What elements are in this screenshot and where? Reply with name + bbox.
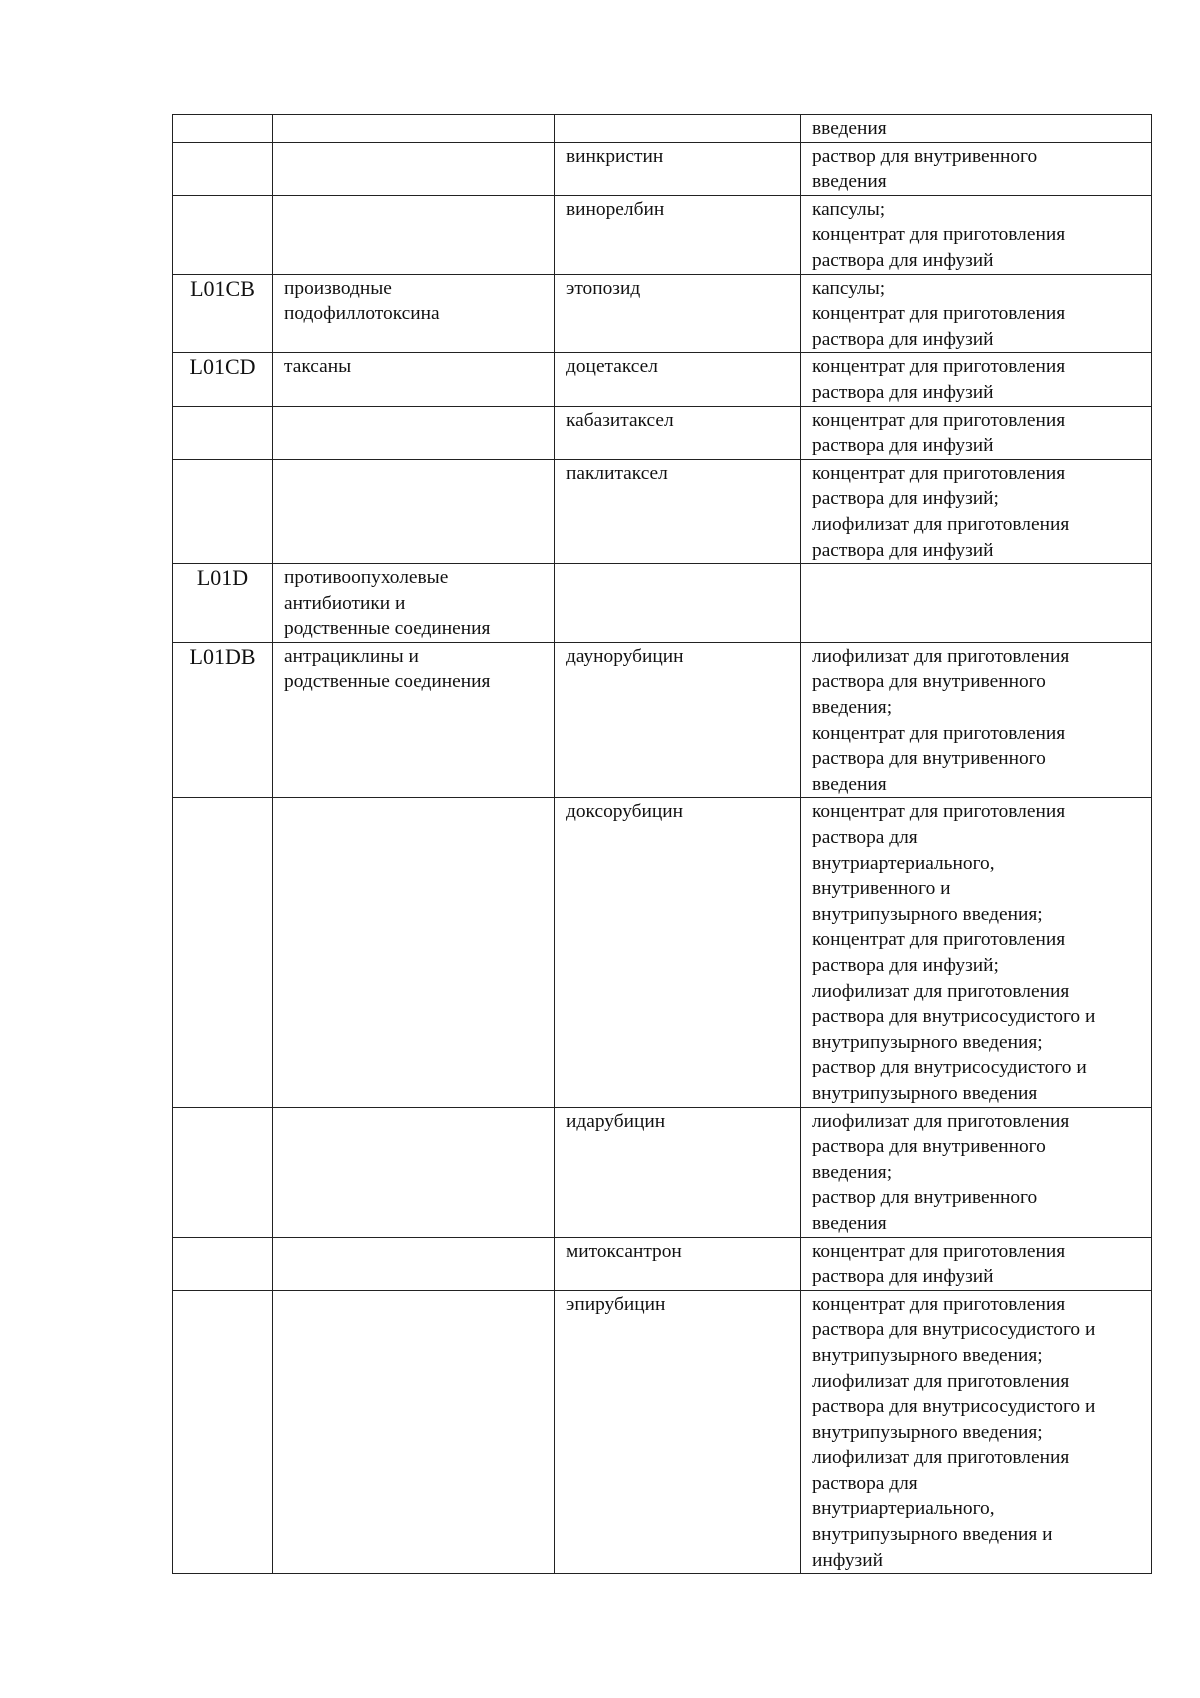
- table-row: [173, 564, 1152, 643]
- drug-name-cell: эпирубицин: [555, 1290, 801, 1574]
- table-row: [173, 274, 1152, 353]
- drug-name-cell: этопозид: [555, 274, 801, 353]
- table-row: [173, 115, 1152, 143]
- group-cell: [273, 142, 555, 195]
- dosage-form-line: внутрипузырного введения;: [812, 903, 1043, 925]
- table-row: [173, 642, 1152, 798]
- atc-code-cell: [173, 195, 273, 274]
- dosage-form-line: раствора для внутрисосудистого и: [812, 1396, 1096, 1418]
- group-cell: [273, 642, 555, 798]
- dosage-forms-cell: [801, 1107, 1152, 1237]
- atc-code-cell: [173, 406, 273, 459]
- drug-name-cell: кабазитаксел: [555, 406, 801, 459]
- dosage-form-line: раствора для инфузий: [812, 381, 994, 403]
- drug-name-cell: паклитаксел: [555, 459, 801, 563]
- dosage-form-line: раствора для внутрисосудистого и: [812, 1319, 1096, 1341]
- dosage-forms-cell: [801, 353, 1152, 406]
- dosage-form-line: внутриартериального,: [812, 852, 995, 874]
- dosage-form-line: раствора для инфузий: [812, 1266, 994, 1288]
- table-row: [173, 1237, 1152, 1290]
- dosage-form-line: лиофилизат для приготовления: [812, 1110, 1070, 1132]
- group-cell: [273, 564, 555, 643]
- drug-name-cell: идарубицин: [555, 1107, 801, 1237]
- dosage-form-line: внутрипузырного введения;: [812, 1421, 1043, 1443]
- dosage-form-line: раствора для инфузий;: [812, 488, 999, 510]
- dosage-form-line: лиофилизат для приготовления: [812, 1447, 1070, 1469]
- dosage-form-line: введения: [812, 773, 887, 795]
- group-line: противоопухолевые: [284, 567, 449, 589]
- drug-name-cell: митоксантрон: [555, 1237, 801, 1290]
- group-line: родственные соединения: [284, 618, 491, 640]
- dosage-form-line: раствор для внутривенного: [812, 145, 1038, 167]
- dosage-form-line: лиофилизат для приготовления: [812, 645, 1070, 667]
- atc-code-cell: L01D: [173, 564, 273, 643]
- atc-code-cell: [173, 115, 273, 143]
- dosage-form-line: внутрипузырного введения и: [812, 1524, 1053, 1546]
- dosage-form-line: раствора для инфузий: [812, 539, 994, 561]
- dosage-form-line: введения: [812, 1212, 887, 1234]
- dosage-forms-cell: [801, 115, 1152, 143]
- dosage-form-line: концентрат для приготовления: [812, 1293, 1066, 1315]
- dosage-form-line: раствора для инфузий: [812, 328, 994, 350]
- drug-name-cell: [555, 115, 801, 143]
- dosage-form-line: концентрат для приготовления: [812, 722, 1066, 744]
- dosage-form-line: раствор для внутривенного: [812, 1187, 1038, 1209]
- drug-name-cell: даунорубицин: [555, 642, 801, 798]
- dosage-forms-cell: [801, 195, 1152, 274]
- dosage-form-line: раствора для внутривенного: [812, 748, 1046, 770]
- dosage-forms-cell: [801, 642, 1152, 798]
- table-row: [173, 1290, 1152, 1574]
- dosage-form-line: раствора для внутривенного: [812, 671, 1046, 693]
- dosage-form-line: раствора для: [812, 1472, 918, 1494]
- atc-code-cell: [173, 1290, 273, 1574]
- dosage-form-line: введения;: [812, 697, 893, 719]
- dosage-form-line: лиофилизат для приготовления: [812, 980, 1070, 1002]
- dosage-forms-cell: [801, 142, 1152, 195]
- dosage-forms-cell: [801, 798, 1152, 1107]
- dosage-form-line: концентрат для приготовления: [812, 409, 1066, 431]
- drug-table: [172, 114, 1152, 1574]
- dosage-form-line: внутривенного и: [812, 878, 951, 900]
- dosage-forms-cell: [801, 1237, 1152, 1290]
- group-line: таксаны: [284, 356, 352, 378]
- dosage-form-line: введения: [812, 171, 887, 193]
- group-cell: [273, 115, 555, 143]
- dosage-form-line: раствора для инфузий: [812, 249, 994, 271]
- dosage-form-line: раствора для инфузий;: [812, 955, 999, 976]
- group-line: подофиллотоксина: [284, 303, 440, 325]
- group-line: антибиотики и: [284, 592, 406, 614]
- table-row: [173, 1107, 1152, 1237]
- group-cell: [273, 274, 555, 353]
- table-row: [173, 459, 1152, 563]
- dosage-form-line: концентрат для приготовления: [812, 303, 1066, 325]
- dosage-form-line: лиофилизат для приготовления: [812, 1370, 1070, 1392]
- atc-code-cell: L01DB: [173, 642, 273, 798]
- dosage-form-line: концентрат для приготовления: [812, 1240, 1066, 1262]
- atc-code-cell: [173, 142, 273, 195]
- drug-table-body: [173, 115, 1152, 1574]
- dosage-form-line: концентрат для приготовления: [812, 929, 1066, 951]
- group-cell: [273, 798, 555, 1107]
- group-cell: [273, 353, 555, 406]
- group-cell: [273, 195, 555, 274]
- group-line: родственные соединения: [284, 671, 491, 693]
- dosage-form-line: введения: [812, 118, 887, 139]
- atc-code-cell: [173, 459, 273, 563]
- group-cell: [273, 1290, 555, 1574]
- drug-name-cell: доцетаксел: [555, 353, 801, 406]
- dosage-form-line: инфузий: [812, 1549, 883, 1571]
- table-row: [173, 353, 1152, 406]
- atc-code-cell: [173, 1107, 273, 1237]
- drug-name-cell: доксорубицин: [555, 798, 801, 1107]
- dosage-form-line: внутрипузырного введения;: [812, 1344, 1043, 1366]
- dosage-form-line: концентрат для приготовления: [812, 462, 1066, 484]
- dosage-form-line: концентрат для приготовления: [812, 356, 1066, 378]
- group-cell: [273, 406, 555, 459]
- drug-name-cell: винорелбин: [555, 195, 801, 274]
- group-line: производные: [284, 277, 392, 299]
- dosage-form-line: раствор для внутрисосудистого и: [812, 1057, 1087, 1079]
- group-cell: [273, 1237, 555, 1290]
- dosage-form-line: внутрипузырного введения;: [812, 1031, 1043, 1053]
- dosage-form-line: капсулы;: [812, 277, 886, 299]
- atc-code-cell: [173, 1237, 273, 1290]
- dosage-form-line: раствора для инфузий: [812, 435, 994, 457]
- group-line: антрациклины и: [284, 645, 419, 667]
- dosage-form-line: концентрат для приготовления: [812, 224, 1066, 246]
- dosage-forms-cell: [801, 1290, 1152, 1574]
- dosage-form-line: введения;: [812, 1161, 893, 1183]
- dosage-form-line: концентрат для приготовления: [812, 801, 1066, 823]
- dosage-forms-cell: [801, 459, 1152, 563]
- dosage-form-line: внутриартериального,: [812, 1498, 995, 1520]
- dosage-form-line: раствора для внутривенного: [812, 1136, 1046, 1158]
- dosage-form-line: капсулы;: [812, 198, 886, 220]
- atc-code-cell: L01CD: [173, 353, 273, 406]
- atc-code-cell: L01CB: [173, 274, 273, 353]
- dosage-form-line: раствора для внутрисосудистого и: [812, 1006, 1096, 1028]
- drug-name-cell: винкристин: [555, 142, 801, 195]
- table-row: [173, 406, 1152, 459]
- dosage-forms-cell: [801, 564, 1152, 643]
- dosage-forms-cell: [801, 406, 1152, 459]
- table-row: [173, 142, 1152, 195]
- dosage-forms-cell: [801, 274, 1152, 353]
- atc-code-cell: [173, 798, 273, 1107]
- group-cell: [273, 459, 555, 563]
- dosage-form-line: внутрипузырного введения: [812, 1082, 1038, 1104]
- dosage-form-line: лиофилизат для приготовления: [812, 513, 1070, 535]
- table-row: [173, 798, 1152, 1107]
- drug-name-cell: [555, 564, 801, 643]
- dosage-form-line: раствора для: [812, 827, 918, 849]
- group-cell: [273, 1107, 555, 1237]
- table-row: [173, 195, 1152, 274]
